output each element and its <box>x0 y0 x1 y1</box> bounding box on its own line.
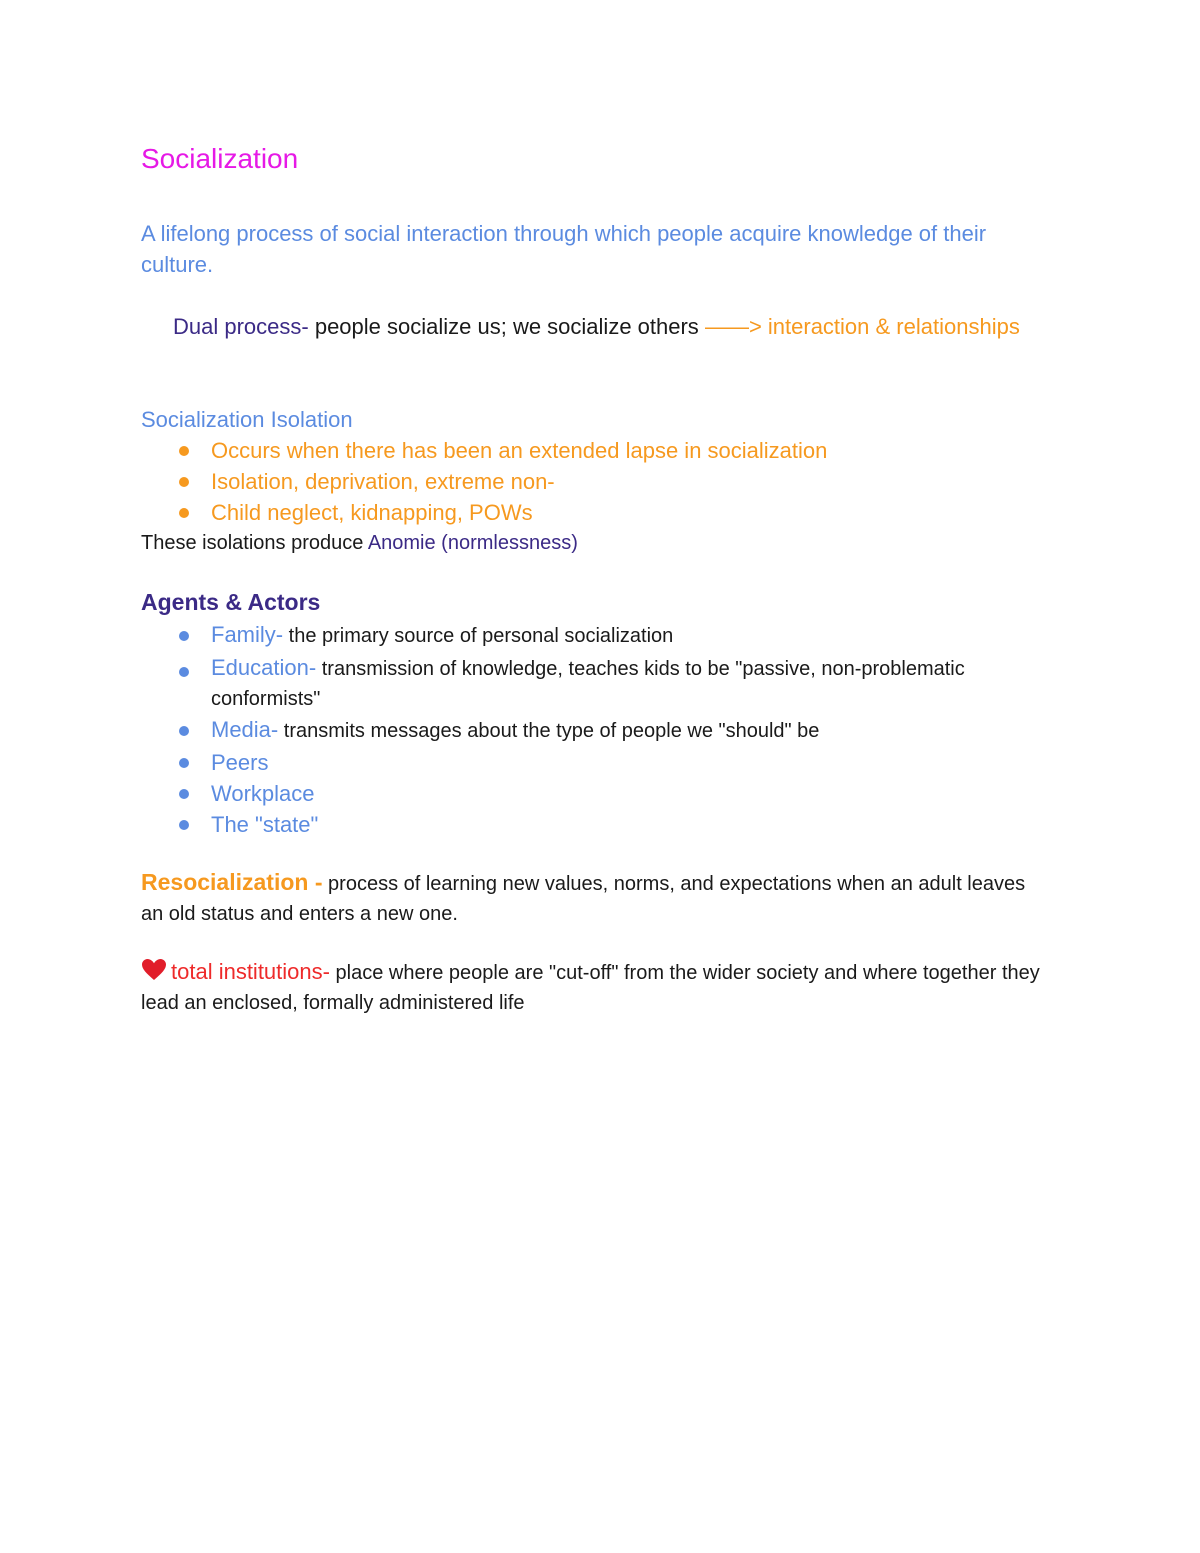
list-item: Isolation, deprivation, extreme non- <box>141 466 827 497</box>
total-institutions-term: total institutions- <box>171 959 330 984</box>
total-institutions-paragraph: total institutions- place where people are "cut-off" from the wider society and where together they lead an enclosed, formally administered life <box>141 959 1040 1014</box>
heart-icon <box>141 958 167 982</box>
bullet-icon <box>179 477 189 487</box>
list-item: Workplace <box>141 778 1051 809</box>
bullet-icon <box>179 631 189 641</box>
agents-heading: Agents & Actors <box>141 589 321 615</box>
isolation-heading: Socialization Isolation <box>141 407 353 432</box>
bullet-icon <box>179 508 189 518</box>
resocialization-term: Resocialization - <box>141 869 323 895</box>
bullet-icon <box>179 667 189 677</box>
page-title: Socialization <box>141 143 299 174</box>
agents-list <box>141 619 1051 840</box>
list-item: Education- transmission of knowledge, teaches kids to be "passive, non-problematic conformists" <box>141 652 1051 714</box>
list-item: Peers <box>141 747 1051 778</box>
dual-process-text: people socialize us; we socialize others <box>308 314 705 339</box>
bullet-icon <box>179 820 189 830</box>
definition-paragraph: A lifelong process of social interaction through which people acquire knowledge of their culture. <box>141 221 987 277</box>
dual-process-arrow: ——> interaction & relationships <box>704 314 1020 339</box>
dual-process-paragraph <box>141 311 1046 342</box>
list-item: Child neglect, kidnapping, POWs <box>141 497 827 528</box>
dual-process-label: Dual process- <box>173 314 309 339</box>
list-item: The "state" <box>141 809 1051 840</box>
list-item: Media- transmits messages about the type of people we "should" be <box>141 714 1051 747</box>
anomie-line: These isolations produce Anomie (normlessness) <box>141 532 578 554</box>
list-item: Occurs when there has been an extended lapse in socialization <box>141 435 827 466</box>
bullet-icon <box>179 726 189 736</box>
bullet-icon <box>179 758 189 768</box>
resocialization-paragraph: Resocialization - process of learning new values, norms, and expectations when an adult leaves an old status and enters a new one. <box>141 869 1026 925</box>
list-item: Family- the primary source of personal socialization <box>141 619 1051 652</box>
bullet-icon <box>179 789 189 799</box>
anomie-term: Anomie (normlessness) <box>367 532 578 554</box>
bullet-icon <box>179 446 189 456</box>
isolation-list <box>141 435 827 528</box>
